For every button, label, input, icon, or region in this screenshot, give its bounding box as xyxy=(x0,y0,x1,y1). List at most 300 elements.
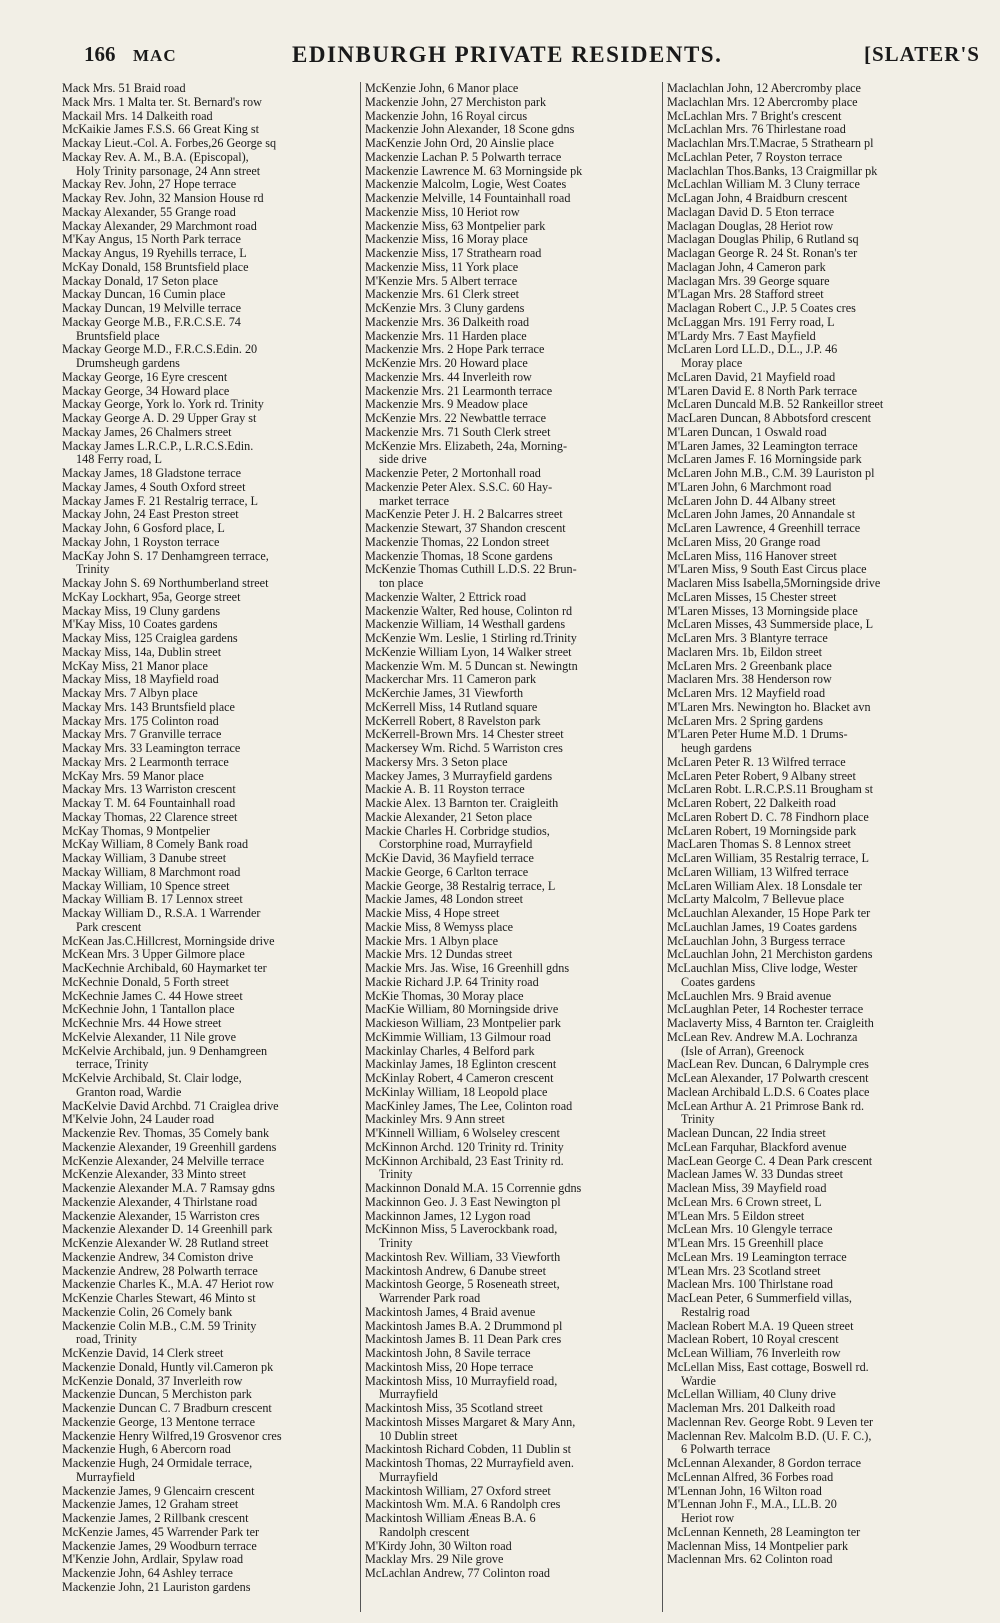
directory-entry: Mackay Mrs. 2 Learmonth terrace xyxy=(62,755,229,769)
directory-entry: M'Lennan John F., M.A., LL.B. 20 xyxy=(667,1498,837,1512)
directory-entry: Mackenzie Alexander, 4 Thirlstane road xyxy=(62,1195,258,1209)
directory-entry: Mackay William, 10 Spence street xyxy=(62,879,230,893)
directory-entry: Mackay Miss, 19 Cluny gardens xyxy=(62,604,221,618)
directory-entry: MacKay John S. 17 Denhamgreen terrace, xyxy=(62,549,269,563)
directory-entry: Maclachlan Thos.Banks, 13 Craigmillar pk xyxy=(667,164,878,178)
directory-entry: Maclagan John, 4 Cameron park xyxy=(667,260,826,274)
directory-entry: MacLean George C. 4 Dean Park crescent xyxy=(667,1154,873,1168)
directory-entry: McKay Miss, 21 Manor place xyxy=(62,659,208,673)
directory-entry-continuation: Wardie xyxy=(681,1374,716,1388)
directory-entry: McKinnon Miss, 5 Laverockbank road, xyxy=(365,1223,558,1237)
directory-entry: Mackinlay James, 18 Eglinton crescent xyxy=(365,1058,557,1072)
directory-entry: McKie David, 36 Mayfield terrace xyxy=(365,852,534,865)
directory-entry: Mackenzie James, 12 Graham street xyxy=(62,1498,239,1512)
directory-entry: Maclean Robert M.A. 19 Queen street xyxy=(667,1319,854,1333)
directory-entry: McKerrell Miss, 14 Rutland square xyxy=(365,700,538,714)
directory-entry: McLachlan Peter, 7 Royston terrace xyxy=(667,150,843,164)
directory-entry: Mackenzie Walter, Red house, Colinton rd xyxy=(365,604,573,618)
directory-entry: M'Lardy Mrs. 7 East Mayfield xyxy=(667,329,816,343)
directory-entry: Mackay Miss, 18 Mayfield road xyxy=(62,673,219,687)
directory-entry: McKenzie Mrs. 3 Cluny gardens xyxy=(365,302,525,315)
directory-entry: Mackay William, 8 Marchmont road xyxy=(62,865,241,879)
directory-entry: Mackay Rev. A. M., B.A. (Episcopal), xyxy=(62,150,249,164)
directory-entry: McLaren Robert D. C. 78 Findhorn place xyxy=(667,810,869,824)
directory-entry: Mackenzie Melville, 14 Fountainhall road xyxy=(365,192,571,205)
directory-entry: McKenzie Mrs. Elizabeth, 24a, Morning- xyxy=(365,439,568,453)
directory-entry: MacKinley James, The Lee, Colinton road xyxy=(365,1099,573,1113)
directory-entry: Maclaren Mrs. 1b, Eildon street xyxy=(667,645,823,659)
directory-entry: Mackay James, 4 South Oxford street xyxy=(62,480,246,494)
directory-entry: McLagan John, 4 Braidburn crescent xyxy=(667,192,848,205)
directory-entry: Mackie Mrs. 12 Dundas street xyxy=(365,948,513,962)
directory-entry: Mackenzie Miss, 10 Heriot row xyxy=(365,205,520,219)
directory-entry: Maclean Duncan, 22 India street xyxy=(667,1127,826,1140)
directory-entry: McLaren Peter Robert, 9 Albany street xyxy=(667,769,856,783)
directory-entry: McLean Rev. Andrew M.A. Lochranza xyxy=(667,1030,858,1044)
directory-entry: Mackay Donald, 17 Seton place xyxy=(62,274,219,288)
directory-entry: McLean Mrs. 10 Glengyle terrace xyxy=(667,1223,833,1237)
directory-entry: Mackenzie Alexander D. 14 Greenhill park xyxy=(62,1223,273,1237)
directory-entry: Mack Mrs. 1 Malta ter. St. Bernard's row xyxy=(62,95,262,109)
directory-entry: Mackenzie John Alexander, 18 Scone gdns xyxy=(365,123,575,137)
directory-entry: Mackie Alexander, 21 Seton place xyxy=(365,810,533,824)
directory-entry: M'Kenzie John, Ardlair, Spylaw road xyxy=(62,1553,244,1567)
directory-entry: Mackenzie John, 16 Royal circus xyxy=(365,109,528,123)
directory-entry: MacKenzie John Ord, 20 Ainslie place xyxy=(365,137,554,150)
directory-entry: Mackay Duncan, 16 Cumin place xyxy=(62,288,226,302)
directory-entry: Maclennan Rev. Malcolm B.D. (U. F. C.), xyxy=(667,1429,872,1443)
directory-entry: McLaren Robt. L.R.C.P.S.11 Brougham st xyxy=(667,783,874,797)
directory-entry-continuation: Holy Trinity parsonage, 24 Ann street xyxy=(76,164,261,178)
directory-entry-continuation: Heriot row xyxy=(681,1512,735,1525)
directory-entry: Mackenzie Rev. Thomas, 35 Comely bank xyxy=(62,1127,270,1140)
directory-entry: Mackintosh Andrew, 6 Danube street xyxy=(365,1264,546,1278)
directory-entry: Mackenzie Mrs. 11 Harden place xyxy=(365,329,527,343)
directory-entry-continuation: Drumsheugh gardens xyxy=(76,357,180,370)
directory-entry: McLennan Alexander, 8 Gordon terrace xyxy=(667,1457,862,1470)
directory-entry: McKenzie Donald, 37 Inverleith row xyxy=(62,1374,243,1388)
directory-entry: Mackenzie Donald, Huntly vil.Cameron pk xyxy=(62,1360,274,1374)
directory-entry: Mackerchar Mrs. 11 Cameron park xyxy=(365,673,537,687)
directory-entry: Mackey James, 3 Murrayfield gardens xyxy=(365,769,553,783)
directory-entry: Mackenzie James, 2 Rillbank crescent xyxy=(62,1512,249,1525)
directory-entry: McKenzie Mrs. 22 Newbattle terrace xyxy=(365,412,547,425)
directory-entry: McLean William, 76 Inverleith row xyxy=(667,1347,841,1360)
directory-entry: M'Lean Mrs. 15 Greenhill place xyxy=(667,1237,824,1250)
directory-entry: Mackay George, York lo. York rd. Trinity xyxy=(62,398,264,412)
directory-entry: M'Laren Mrs. Newington ho. Blacket avn xyxy=(667,700,871,714)
directory-entry: McKay Lockhart, 95a, George street xyxy=(62,590,241,604)
directory-entry: McKinlay Robert, 4 Cameron crescent xyxy=(365,1072,554,1085)
directory-entry: M'Laren Misses, 13 Morningside place xyxy=(667,604,858,618)
directory-column-1 xyxy=(62,82,352,1612)
directory-entry: Mackenzie William, 14 Westhall gardens xyxy=(365,618,566,632)
directory-entry: Maclean Mrs. 100 Thirlstane road xyxy=(667,1278,833,1292)
directory-entry: Mack Mrs. 51 Braid road xyxy=(62,82,186,95)
directory-entry: Mackintosh James B. 11 Dean Park cres xyxy=(365,1333,562,1347)
directory-entry: McLaren John James, 20 Annandale st xyxy=(667,508,856,522)
directory-entry: Maclennan Miss, 14 Montpelier park xyxy=(667,1539,849,1553)
directory-entry: Mackay Mrs. 7 Granville terrace xyxy=(62,728,222,742)
directory-entry: McKerchie James, 31 Viewforth xyxy=(365,687,524,700)
directory-entry: McKenzie Wm. Leslie, 1 Stirling rd.Trinity xyxy=(365,632,577,645)
directory-entry: Mackay George M.B., F.R.C.S.E. 74 xyxy=(62,315,241,329)
directory-entry: Mackie Mrs. 1 Albyn place xyxy=(365,934,499,948)
directory-entry: M'Kinnell William, 6 Wolseley crescent xyxy=(365,1127,560,1140)
directory-entry: Mackenzie James, 9 Glencairn crescent xyxy=(62,1484,255,1498)
page-header xyxy=(0,42,1000,76)
directory-entry: McLauchlan James, 19 Coates gardens xyxy=(667,920,857,934)
directory-entry: Mackay Rev. John, 32 Mansion House rd xyxy=(62,192,264,205)
directory-entry-continuation: Granton road, Wardie xyxy=(76,1085,182,1099)
directory-entry: MacKenzie Peter J. H. 2 Balcarres street xyxy=(365,508,563,522)
directory-entry: McLauchlan Miss, Clive lodge, Wester xyxy=(667,962,858,975)
directory-entry: Mackenzie Colin M.B., C.M. 59 Trinity xyxy=(62,1319,257,1333)
directory-entry: Mackintosh William Æneas B.A. 6 xyxy=(365,1512,536,1525)
directory-entry: Mackay Lieut.-Col. A. Forbes,26 George sq xyxy=(62,137,277,150)
directory-entry: M'Lennan John, 16 Wilton road xyxy=(667,1484,822,1498)
directory-entry: McLauchlen Mrs. 9 Braid avenue xyxy=(667,989,832,1003)
directory-entry: Maclean James W. 33 Dundas street xyxy=(667,1168,843,1182)
directory-entry: Mackie Miss, 4 Hope street xyxy=(365,907,500,920)
directory-entry: M'Kirdy John, 30 Wilton road xyxy=(365,1539,512,1553)
directory-entry-continuation: 148 Ferry road, L xyxy=(76,453,162,467)
directory-entry: Mackay John S. 69 Northumberland street xyxy=(62,577,269,590)
directory-entry: Mackay T. M. 64 Fountainhall road xyxy=(62,797,236,810)
directory-entry: McLean Farquhar, Blackford avenue xyxy=(667,1140,847,1154)
directory-entry: MacKelvie David Archbd. 71 Craiglea drive xyxy=(62,1099,279,1113)
directory-entry: Mackieson William, 23 Montpelier park xyxy=(365,1017,561,1030)
directory-entry: McKay Mrs. 59 Manor place xyxy=(62,769,204,783)
directory-entry: Mackinlay Charles, 4 Belford park xyxy=(365,1044,535,1058)
directory-entry: Mackintosh George, 5 Roseneath street, xyxy=(365,1278,560,1292)
directory-entry: McLaren Miss, 116 Hanover street xyxy=(667,549,837,563)
directory-entry: McKenzie William Lyon, 14 Walker street xyxy=(365,645,572,659)
directory-column-2 xyxy=(360,82,659,1612)
directory-entry: McLachlan William M. 3 Cluny terrace xyxy=(667,178,860,192)
directory-entry: Mackay William, 3 Danube street xyxy=(62,852,227,865)
directory-entry: Mackenzie Walter, 2 Ettrick road xyxy=(365,590,527,604)
directory-entry: Mackenzie Miss, 11 York place xyxy=(365,260,519,274)
directory-entry-continuation: side drive xyxy=(379,453,427,467)
directory-entry-continuation: Murrayfield xyxy=(379,1388,438,1402)
directory-entry: MacLaren Duncan, 8 Abbotsford crescent xyxy=(667,412,872,425)
directory-entry: Mackay George M.D., F.R.C.S.Edin. 20 xyxy=(62,343,258,357)
directory-entry: Mackie Miss, 8 Wemyss place xyxy=(365,920,514,934)
directory-entry: Mackenzie Henry Wilfred,19 Grosvenor cres xyxy=(62,1429,282,1443)
directory-entry: M'Kay Angus, 15 North Park terrace xyxy=(62,233,241,247)
directory-entry-continuation: Trinity xyxy=(379,1168,413,1182)
directory-entry: M'Laren John, 6 Marchmont road xyxy=(667,480,832,494)
directory-entry: M'Lagan Mrs. 28 Stafford street xyxy=(667,288,824,302)
directory-entry-continuation: terrace, Trinity xyxy=(76,1058,149,1072)
directory-entry: McLaren Mrs. 2 Spring gardens xyxy=(667,714,824,728)
directory-entry: McLaren Mrs. 2 Greenbank place xyxy=(667,659,832,673)
directory-entry: McKenzie Thomas Cuthill L.D.S. 22 Brun- xyxy=(365,563,577,577)
directory-entry: Mackay Mrs. 143 Bruntsfield place xyxy=(62,700,235,714)
directory-entry: Mackinnon Donald M.A. 15 Corrennie gdns xyxy=(365,1182,582,1195)
directory-entry: Maclennan Rev. George Robt. 9 Leven ter xyxy=(667,1415,874,1429)
directory-entry: Mackenzie Wm. M. 5 Duncan st. Newingtn xyxy=(365,659,578,673)
directory-entry: Mackintosh Miss, 35 Scotland street xyxy=(365,1402,543,1415)
directory-entry: Macleman Mrs. 201 Dalkeith road xyxy=(667,1402,836,1415)
directory-entry: McKinnon Archibald, 23 East Trinity rd. xyxy=(365,1154,564,1168)
directory-entry: McLean Alexander, 17 Polwarth crescent xyxy=(667,1072,869,1085)
directory-entry: Mackay George A. D. 29 Upper Gray st xyxy=(62,412,257,425)
directory-entry: McLaren Lord LL.D., D.L., J.P. 46 xyxy=(667,343,838,357)
directory-entry: Mackie Richard J.P. 64 Trinity road xyxy=(365,975,539,989)
directory-entry: Mackinnon Geo. J. 3 East Newington pl xyxy=(365,1195,561,1209)
directory-entry: M'Lean Mrs. 5 Eildon street xyxy=(667,1209,805,1223)
directory-entry: Mackenzie Mrs. 36 Dalkeith road xyxy=(365,315,530,329)
directory-entry: McLaren William Alex. 18 Lonsdale ter xyxy=(667,879,862,893)
directory-entry: Mackenzie Thomas, 22 London street xyxy=(365,535,550,549)
directory-entry: Mackay James F. 21 Restalrig terrace, L xyxy=(62,494,258,508)
directory-entry: Mackenzie Stewart, 37 Shandon crescent xyxy=(365,522,566,535)
directory-entry: Mackenzie Mrs. 2 Hope Park terrace xyxy=(365,343,545,357)
directory-entry: Mackenzie Alexander M.A. 7 Ramsay gdns xyxy=(62,1182,275,1195)
directory-entry: Maclagan Mrs. 39 George square xyxy=(667,274,830,288)
directory-entry: McKimmie William, 13 Gilmour road xyxy=(365,1030,551,1044)
directory-entry: M'Kay Miss, 10 Coates gardens xyxy=(62,618,218,632)
directory-entry: Mackay Miss, 14a, Dublin street xyxy=(62,645,222,659)
directory-entry: Mackenzie John, 27 Merchiston park xyxy=(365,95,547,109)
directory-entry: Mackenzie Lawrence M. 63 Morningside pk xyxy=(365,164,583,178)
directory-entry: Mackenzie Alexander, 19 Greenhill gardens xyxy=(62,1140,277,1154)
directory-entry: Mackintosh Richard Cobden, 11 Dublin st xyxy=(365,1443,572,1457)
directory-entry: McLaren Mrs. 12 Mayfield road xyxy=(667,687,826,700)
directory-entry: McKelvie Archibald, St. Clair lodge, xyxy=(62,1072,242,1085)
directory-entry: McLauchlan John, 3 Burgess terrace xyxy=(667,934,846,948)
directory-entry-continuation: ton place xyxy=(379,577,424,590)
directory-entry: Maclagan Douglas, 28 Heriot row xyxy=(667,219,834,233)
directory-entry: Mackay Mrs. 33 Leamington terrace xyxy=(62,742,241,755)
directory-entry: Mackenzie James, 29 Woodburn terrace xyxy=(62,1539,257,1553)
directory-entry: Maclagan David D. 5 Eton terrace xyxy=(667,205,835,219)
directory-entry: Mackintosh Wm. M.A. 6 Randolph cres xyxy=(365,1498,561,1512)
directory-entry: McLaren John M.B., C.M. 39 Lauriston pl xyxy=(667,467,875,480)
directory-entry: Mackenzie Mrs. 61 Clerk street xyxy=(365,288,519,302)
directory-entry: Mackie George, 6 Carlton terrace xyxy=(365,865,529,879)
directory-entry: Mackay Alexander, 55 Grange road xyxy=(62,205,236,219)
directory-entry: McKenzie Alexander, 33 Minto street xyxy=(62,1168,246,1182)
directory-entry-continuation: Randolph crescent xyxy=(379,1525,470,1539)
directory-entry: McKenzie James, 45 Warrender Park ter xyxy=(62,1525,260,1539)
directory-entry: Mackenzie Peter Alex. S.S.C. 60 Hay- xyxy=(365,480,553,494)
directory-entry: Maclachlan Mrs.T.Macrae, 5 Strathearn pl xyxy=(667,137,874,150)
directory-entry: McKenzie Charles Stewart, 46 Minto st xyxy=(62,1292,256,1305)
directory-entry: Maclachlan Mrs. 12 Abercromby place xyxy=(667,95,858,109)
directory-entry: Mackay Rev. John, 27 Hope terrace xyxy=(62,178,237,192)
directory-entry-continuation: Corstorphine road, Murrayfield xyxy=(379,838,533,852)
directory-entry: McKay Thomas, 9 Montpelier xyxy=(62,824,211,838)
directory-entry: Mackenzie John, 21 Lauriston gardens xyxy=(62,1580,251,1594)
directory-entry: McKaikie James F.S.S. 66 Great King st xyxy=(62,123,260,137)
directory-entry: McLauchlan Alexander, 15 Hope Park ter xyxy=(667,907,871,920)
page-number: 166 xyxy=(84,42,116,66)
directory-entry: Mackay Mrs. 13 Warriston crescent xyxy=(62,783,236,797)
directory-entry: Maclean Robert, 10 Royal crescent xyxy=(667,1333,839,1347)
directory-entry: McLachlan Andrew, 77 Colinton road xyxy=(365,1567,551,1580)
directory-entry: Maclean Miss, 39 Mayfield road xyxy=(667,1182,827,1195)
directory-entry: Mackintosh Thomas, 22 Murrayfield aven. xyxy=(365,1457,574,1470)
directory-entry: Mackay Miss, 125 Craiglea gardens xyxy=(62,632,238,645)
directory-entry: McKechnie John, 1 Tantallon place xyxy=(62,1003,235,1017)
directory-entry: Mackie James, 48 London street xyxy=(365,893,524,907)
directory-entry: Mackintosh James B.A. 2 Drummond pl xyxy=(365,1319,563,1333)
directory-entry: Mackay William B. 17 Lennox street xyxy=(62,893,243,907)
directory-entry: Mackintosh William, 27 Oxford street xyxy=(365,1484,551,1498)
directory-entry: McKelvie Alexander, 11 Nile grove xyxy=(62,1030,237,1044)
directory-entry: McKerrell Robert, 8 Ravelston park xyxy=(365,714,541,728)
directory-entry-continuation: Trinity xyxy=(76,563,110,577)
directory-entry: McKechnie Donald, 5 Forth street xyxy=(62,975,229,989)
directory-entry: McKenzie Alexander, 24 Melville terrace xyxy=(62,1154,265,1168)
directory-entry: M'Laren Miss, 9 South East Circus place xyxy=(667,563,867,577)
directory-entry: Mackie Charles H. Corbridge studios, xyxy=(365,824,550,838)
directory-entry: McKenzie Alexander W. 28 Rutland street xyxy=(62,1237,269,1250)
directory-entry: Mackenzie John, 64 Ashley terrace xyxy=(62,1567,233,1580)
directory-entry: Mackenzie Charles K., M.A. 47 Heriot row xyxy=(62,1278,274,1292)
directory-entry: McLauchlan John, 21 Merchiston gardens xyxy=(667,948,873,962)
directory-entry: McKinnon Archd. 120 Trinity rd. Trinity xyxy=(365,1140,564,1154)
directory-entry: Maclean Archibald L.D.S. 6 Coates place xyxy=(667,1085,870,1099)
directory-entry: Mackenzie Mrs. 71 South Clerk street xyxy=(365,425,551,439)
directory-entry: McLennan Alfred, 36 Forbes road xyxy=(667,1470,834,1484)
directory-entry-continuation: road, Trinity xyxy=(76,1333,137,1347)
directory-entry: Macklay Mrs. 29 Nile grove xyxy=(365,1553,504,1567)
directory-entry: McKay Donald, 158 Bruntsfield place xyxy=(62,260,249,274)
directory-entry: McLaren Robert, 19 Morningside park xyxy=(667,824,857,838)
directory-entry: Mackay John, 24 East Preston street xyxy=(62,508,239,522)
directory-entry: McKenzie David, 14 Clerk street xyxy=(62,1347,224,1360)
directory-entry: McKean Jas.C.Hillcrest, Morningside drive xyxy=(62,934,275,948)
directory-entry: McLellan Miss, East cottage, Boswell rd. xyxy=(667,1360,869,1374)
directory-columns xyxy=(62,82,978,1612)
directory-entry: Mackenzie Lachan P. 5 Polwarth terrace xyxy=(365,150,562,164)
directory-column-3 xyxy=(662,82,981,1612)
directory-entry: Mackay James, 26 Chalmers street xyxy=(62,425,232,439)
directory-entry-continuation: Bruntsfield place xyxy=(76,329,160,343)
page-title: EDINBURGH PRIVATE RESIDENTS. xyxy=(292,42,723,67)
directory-entry: McKechnie James C. 44 Howe street xyxy=(62,989,243,1003)
directory-entry: MacLaren Thomas S. 8 Lennox street xyxy=(667,838,851,852)
directory-entry: Mackay George, 16 Eyre crescent xyxy=(62,370,228,384)
directory-entry: McKean Mrs. 3 Upper Gilmore place xyxy=(62,948,245,962)
directory-entry: Mackenzie Mrs. 9 Meadow place xyxy=(365,398,528,412)
directory-entry: MacKie William, 80 Morningside drive xyxy=(365,1003,559,1017)
directory-entry: McKechnie Mrs. 44 Howe street xyxy=(62,1017,222,1030)
directory-entry: McKie Thomas, 30 Moray place xyxy=(365,989,524,1003)
directory-entry: McLaren Lawrence, 4 Greenhill terrace xyxy=(667,522,861,535)
directory-entry: Mackenzie Miss, 63 Montpelier park xyxy=(365,219,546,233)
directory-entry: McLaren David, 21 Mayfield road xyxy=(667,370,836,384)
directory-entry: Mackay Angus, 19 Ryehills terrace, L xyxy=(62,247,247,260)
directory-entry: Maclagan Douglas Philip, 6 Rutland sq xyxy=(667,233,859,247)
directory-entry: M'Laren David E. 8 North Park terrace xyxy=(667,384,858,398)
directory-entry-continuation: 6 Polwarth terrace xyxy=(681,1443,771,1457)
directory-entry: Mackintosh Misses Margaret & Mary Ann, xyxy=(365,1415,576,1429)
directory-entry: Mackenzie Miss, 17 Strathearn road xyxy=(365,247,542,260)
directory-entry: Maclaverty Miss, 4 Barnton ter. Craigleith xyxy=(667,1017,874,1030)
directory-entry: McLaggan Mrs. 191 Ferry road, L xyxy=(667,315,835,329)
directory-entry-continuation: Murrayfield xyxy=(76,1470,135,1484)
directory-entry: Maclaren Miss Isabella,5Morningside drive xyxy=(667,577,881,590)
directory-entry: M'Lean Mrs. 23 Scotland street xyxy=(667,1264,821,1278)
directory-entry: McLean Mrs. 19 Leamington terrace xyxy=(667,1250,847,1264)
directory-entry: M'Laren James, 32 Leamington terrace xyxy=(667,439,858,453)
directory-entry: M'Laren Peter Hume M.D. 1 Drums- xyxy=(667,728,848,742)
directory-entry-continuation: Warrender Park road xyxy=(379,1292,481,1305)
directory-entry: Mackenzie Miss, 16 Moray place xyxy=(365,233,528,247)
directory-entry: Mackenzie Thomas, 18 Scone gardens xyxy=(365,549,553,563)
directory-entry: Maclennan Mrs. 62 Colinton road xyxy=(667,1553,833,1567)
directory-entry: Mackersy Mrs. 3 Seton place xyxy=(365,755,508,769)
directory-entry: Mackenzie Mrs. 44 Inverleith row xyxy=(365,370,532,384)
directory-entry: Mackay Thomas, 22 Clarence street xyxy=(62,810,238,824)
directory-entry: McLennan Kenneth, 28 Leamington ter xyxy=(667,1525,861,1539)
directory-entry-continuation: market terrace xyxy=(379,494,450,508)
directory-entry: Mackay Mrs. 7 Albyn place xyxy=(62,687,198,700)
directory-entry-continuation: heugh gardens xyxy=(681,742,752,755)
directory-entry: Mackay Alexander, 29 Marchmont road xyxy=(62,219,257,233)
directory-entry-continuation: Park crescent xyxy=(76,920,142,934)
directory-entry-continuation: Restalrig road xyxy=(681,1305,750,1319)
directory-entry: Mackenzie Hugh, 6 Abercorn road xyxy=(62,1443,231,1457)
directory-entry: Mackenzie Colin, 26 Comely bank xyxy=(62,1305,233,1319)
directory-entry-continuation: Trinity xyxy=(681,1113,715,1127)
directory-entry: McLachlan Mrs. 7 Bright's crescent xyxy=(667,109,842,123)
directory-entry: McKay William, 8 Comely Bank road xyxy=(62,838,249,852)
directory-entry: Mackenzie George, 13 Mentone terrace xyxy=(62,1415,255,1429)
directory-entry: McLellan William, 40 Cluny drive xyxy=(667,1388,836,1402)
directory-entry: McLaren Misses, 15 Chester street xyxy=(667,590,837,604)
directory-entry: Mackail Mrs. 14 Dalkeith road xyxy=(62,109,213,123)
directory-entry: McKenzie John, 6 Manor place xyxy=(365,82,519,95)
directory-entry: McLean Mrs. 6 Crown street, L xyxy=(667,1195,822,1209)
directory-entry: Mackenzie Malcolm, Logie, West Coates xyxy=(365,178,567,192)
directory-entry: Mackenzie Duncan C. 7 Bradburn crescent xyxy=(62,1402,272,1415)
directory-entry: Mackenzie Andrew, 34 Comiston drive xyxy=(62,1250,254,1264)
directory-entry: MacKechnie Archibald, 60 Haymarket ter xyxy=(62,962,267,975)
directory-entry: Mackenzie Hugh, 24 Ormidale terrace, xyxy=(62,1457,253,1470)
directory-entry: McLaren Miss, 20 Grange road xyxy=(667,535,821,549)
directory-entry: Mackenzie Mrs. 21 Learmonth terrace xyxy=(365,384,553,398)
directory-entry: Mackay James, 18 Gladstone terrace xyxy=(62,467,242,480)
directory-entry-continuation: Coates gardens xyxy=(681,975,756,989)
directory-entry: Maclagan George R. 24 St. Ronan's ter xyxy=(667,247,858,260)
directory-entry: McKerrell-Brown Mrs. 14 Chester street xyxy=(365,728,564,742)
directory-entry: McLean Arthur A. 21 Primrose Bank rd. xyxy=(667,1099,864,1113)
directory-entry: McLaren Robert, 22 Dalkeith road xyxy=(667,797,836,810)
directory-entry: Mackintosh John, 8 Savile terrace xyxy=(365,1347,531,1360)
directory-entry: McKinlay William, 18 Leopold place xyxy=(365,1085,548,1099)
directory-entry: Mackie A. B. 11 Royston terrace xyxy=(365,783,525,797)
directory-entry: McLaren William, 13 Wilfred terrace xyxy=(667,865,849,879)
directory-entry-continuation: Trinity xyxy=(379,1237,413,1250)
publisher-name: [SLATER'S xyxy=(864,42,980,66)
directory-entry: Mackie Alex. 13 Barnton ter. Craigleith xyxy=(365,797,559,810)
directory-entry: McLaren Misses, 43 Summerside place, L xyxy=(667,618,874,632)
directory-entry: Mackay Mrs. 175 Colinton road xyxy=(62,714,219,728)
directory-entry: M'Kelvie John, 24 Lauder road xyxy=(62,1113,215,1127)
directory-entry: MacLean Peter, 6 Summerfield villas, xyxy=(667,1292,852,1305)
directory-entry: Maclagan Robert C., J.P. 5 Coates cres xyxy=(667,302,856,315)
directory-entry-continuation: Murrayfield xyxy=(379,1470,438,1484)
directory-entry: Mackintosh Rev. William, 33 Viewforth xyxy=(365,1250,561,1264)
directory-entry: Mackay Duncan, 19 Melville terrace xyxy=(62,302,242,315)
directory-entry-continuation: (Isle of Arran), Greenock xyxy=(681,1044,805,1058)
